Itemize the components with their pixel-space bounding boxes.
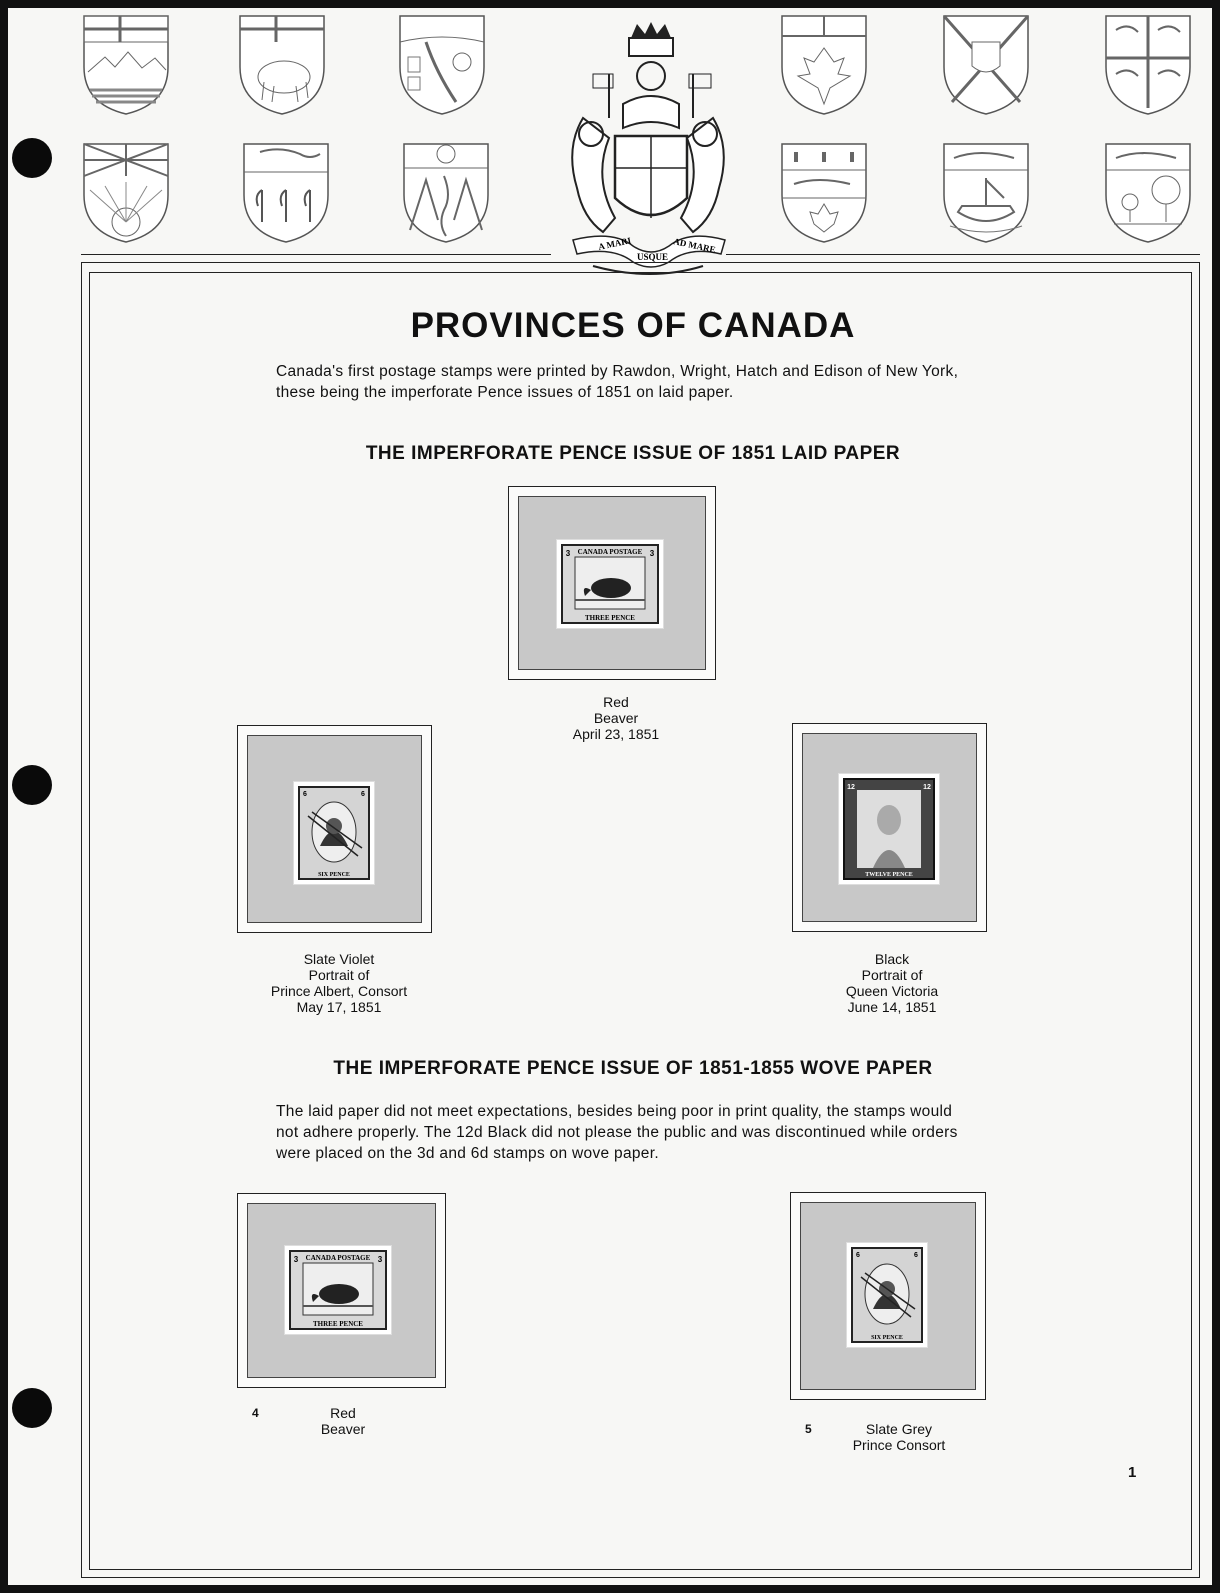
prince-edward-island-shield-icon (1102, 140, 1194, 244)
svg-text:6: 6 (914, 1252, 918, 1259)
victoria-stamp-image (843, 778, 935, 880)
newfoundland-shield-icon (1102, 12, 1194, 116)
section1-heading: THE IMPERFORATE PENCE ISSUE OF 1851 LAID PAPER (365, 443, 901, 464)
manitoba-shield-icon (240, 140, 332, 244)
section2-heading: THE IMPERFORATE PENCE ISSUE OF 1851-1855 WOVE PAPER (333, 1058, 933, 1079)
beaver-stamp-image (561, 544, 659, 624)
stamp-3d-beaver (557, 540, 663, 628)
svg-text:12: 12 (923, 784, 931, 791)
stamp-mount-beaver-wove (237, 1193, 446, 1388)
saskatchewan-shield-icon (236, 12, 328, 116)
caption-beaver-wove: Red Beaver (320, 1405, 366, 1437)
albert-stamp-image (298, 786, 370, 880)
stamp-mount-consort-wove (790, 1192, 986, 1400)
stamp-6d-prince-albert (294, 782, 374, 884)
crest-motto-right: AD MARE (672, 236, 717, 255)
caption-albert-laid: Slate Violet Portrait of Prince Albert, Consort May 17, 1851 (270, 951, 408, 1015)
svg-text:CANADA POSTAGE: CANADA POSTAGE (577, 548, 643, 556)
album-page (8, 8, 1212, 1585)
alberta-shield-icon (80, 12, 172, 116)
consort-wove-stamp-image (851, 1247, 923, 1343)
svg-text:3: 3 (649, 549, 655, 558)
beaver-wove-stamp-image (289, 1250, 387, 1330)
svg-text:3: 3 (293, 1255, 299, 1264)
catalog-number-4: 4 (252, 1406, 259, 1420)
british-columbia-shield-icon (80, 140, 172, 244)
ontario-shield-icon (778, 12, 870, 116)
section2-paragraph: The laid paper did not meet expectations, besides being poor in print quality, the stamps would not adhere properly. The 12d Black did not please the public and was discontinued while orders were placed on the 3d and 6d stamps on wove paper. (276, 1103, 958, 1162)
stamp-mount-albert-laid (237, 725, 432, 933)
intro-paragraph: Canada's first postage stamps were printed by Rawdon, Wright, Hatch and Edison of New York, these being the imperforate Pence issues of 1851 on laid paper. (276, 363, 959, 401)
svg-text:6: 6 (361, 791, 365, 798)
punch-hole-bottom (12, 1388, 52, 1428)
svg-text:THREE PENCE: THREE PENCE (585, 614, 635, 622)
svg-text:3: 3 (565, 549, 571, 558)
stamp-mount-victoria-laid (792, 723, 987, 932)
punch-hole-middle (12, 765, 52, 805)
yukon-shield-icon (400, 140, 492, 244)
catalog-number-5: 5 (805, 1422, 812, 1436)
svg-text:SIX PENCE: SIX PENCE (318, 872, 350, 878)
northwest-territories-shield-icon (396, 12, 488, 116)
page-number: 1 (1128, 1464, 1137, 1481)
page-title: PROVINCES OF CANADA (410, 306, 856, 345)
svg-text:3: 3 (377, 1255, 383, 1264)
punch-hole-top (12, 138, 52, 178)
frame-top-rule-right (726, 254, 1200, 255)
frame-top-rule-left (81, 254, 551, 255)
svg-text:SIX PENCE: SIX PENCE (871, 1335, 903, 1341)
svg-text:12: 12 (847, 784, 855, 791)
caption-victoria-laid: Black Portrait of Queen Victoria June 14, 1851 (845, 951, 939, 1015)
new-brunswick-shield-icon (940, 140, 1032, 244)
stamp-6d-prince-consort-wove (847, 1243, 927, 1347)
svg-text:TWELVE PENCE: TWELVE PENCE (865, 872, 913, 878)
svg-text:THREE PENCE: THREE PENCE (313, 1320, 363, 1328)
stamp-mount-beaver-laid (508, 486, 716, 680)
svg-text:6: 6 (856, 1252, 860, 1259)
royal-coat-of-arms (553, 18, 743, 280)
quebec-shield-icon (778, 140, 870, 244)
svg-text:6: 6 (303, 791, 307, 798)
crest-motto-left: A MARI (597, 235, 632, 252)
stamp-3d-beaver-wove (285, 1246, 391, 1334)
caption-beaver-laid: Red Beaver April 23, 1851 (572, 694, 660, 742)
crest-motto-center: USQUE (637, 252, 669, 262)
nova-scotia-shield-icon (940, 12, 1032, 116)
svg-text:CANADA POSTAGE: CANADA POSTAGE (305, 1254, 371, 1262)
stamp-12d-queen-victoria (839, 774, 939, 884)
caption-consort-wove: Slate Grey Prince Consort (852, 1421, 946, 1453)
